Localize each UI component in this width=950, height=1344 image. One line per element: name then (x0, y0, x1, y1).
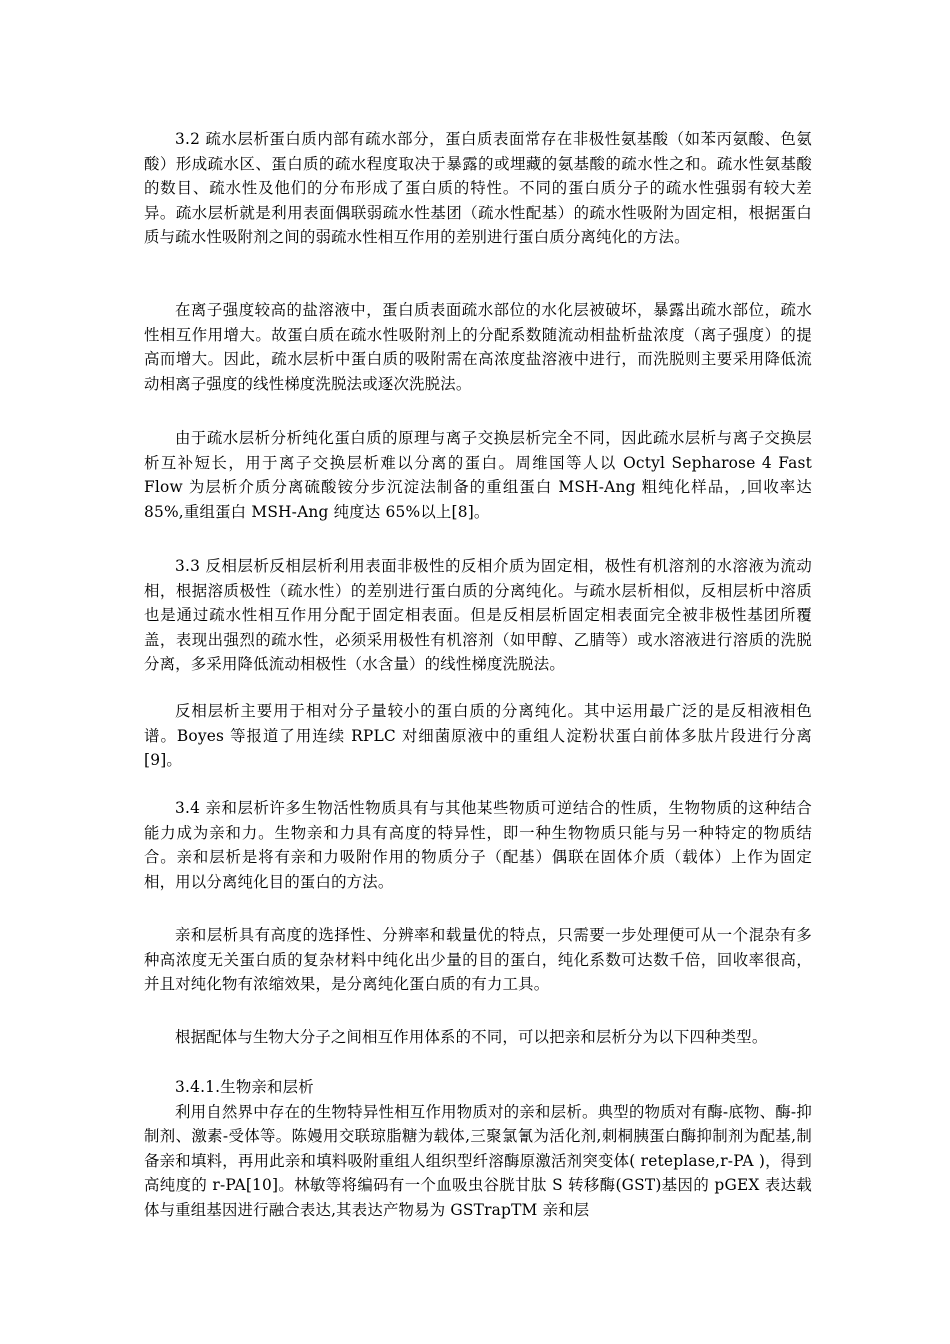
paragraph-affinity-features: 亲和层析具有高度的选择性、分辨率和载量优的特点，只需要一步处理便可从一个混杂有多种高浓度无关蛋白质的复杂材料中纯化出少量的目的蛋白，纯化系数可达数千倍，回收率很高，并且对纯化物有浓缩效果，是分离纯化蛋白质的有力工具。 (144, 926, 812, 994)
paragraph-ionic-strength: 在离子强度较高的盐溶液中，蛋白质表面疏水部位的水化层被破坏，暴露出疏水部位，疏水性相互作用增大。故蛋白质在疏水性吸附剂上的分配系数随流动相盐析盐浓度（离子强度）的提高而增大。因此，疏水层析中蛋白质的吸附需在高浓度盐溶液中进行，而洗脱则主要采用降低流动相离子强度的线性梯度洗脱法或逐次洗脱法。 (144, 301, 812, 393)
section-body: 利用自然界中存在的生物特异性相互作用物质对的亲和层析。典型的物质对有酶-底物、酶-抑制剂、激素-受体等。陈嫚用交联琼脂糖为载体,三聚氯氰为活化剂,刺桐胰蛋白酶抑制剂为配基,制备亲和填料，再用此亲和填料吸附重组人组织型纤溶酶原激活剂突变体( reteplase,r-PA )，得到高纯度的 r-PA[10]。林敏等将编码有一个血吸虫谷胱甘肽 S 转移酶(GST)基因的 pGEX 表达载体与重组基因进行融合表达,其表达产物易为 GSTrapTM 亲和层 (144, 1102, 812, 1219)
paragraph-3-2-hydrophobic: 3.2 疏水层析蛋白质内部有疏水部分，蛋白质表面常存在非极性氨基酸（如苯丙氨酸、色氨酸）形成疏水区、蛋白质的疏水程度取决于暴露的或埋藏的氨基酸的疏水性之和。疏水性氨基酸的数目、疏水性及他们的分布形成了蛋白质的特性。不同的蛋白质分子的疏水性强弱有较大差异。疏水层析就是利用表面偶联弱疏水性基团（疏水性配基）的疏水性吸附为固定相，根据蛋白质与疏水性吸附剂之间的弱疏水性相互作用的差别进行蛋白质分离纯化的方法。 (144, 130, 812, 247)
paragraph-reverse-phase-usage: 反相层析主要用于相对分子量较小的蛋白质的分离纯化。其中运用最广泛的是反相液相色谱。Boyes 等报道了用连续 RPLC 对细菌原液中的重组人淀粉状蛋白前体多肽片段进行分离[9]。 (144, 702, 812, 770)
paragraph-four-types: 根据配体与生物大分子之间相互作用体系的不同，可以把亲和层析分为以下四种类型。 (175, 1028, 768, 1046)
paragraph-3-3-reverse-phase: 3.3 反相层析反相层析利用表面非极性的反相介质为固定相，极性有机溶剂的水溶液为流动相，根据溶质极性（疏水性）的差别进行蛋白质的分离纯化。与疏水层析相似，反相层析中溶质也是通过疏水性相互作用分配于固定相表面。但是反相层析固定相表面完全被非极性基团所覆盖，表现出强烈的疏水性，必须采用极性有机溶剂（如甲醇、乙腈等）或水溶液进行溶质的洗脱分离，多采用降低流动相极性（水含量）的线性梯度洗脱法。 (144, 557, 812, 674)
section-3-4-1 (144, 1075, 812, 1223)
paragraph-3-4-affinity: 3.4 亲和层析许多生物活性物质具有与其他某些物质可逆结合的性质，生物物质的这种结合能力成为亲和力。生物亲和力具有高度的特异性，即一种生物物质只能与另一种特定的物质结合。亲和层析是将有亲和力吸附作用的物质分子（配基）偶联在固体介质（载体）上作为固定相，用以分离纯化目的蛋白的方法。 (144, 799, 812, 891)
section-heading: 3.4.1.生物亲和层析 (175, 1078, 314, 1096)
paragraph-complementary: 由于疏水层析分析纯化蛋白质的原理与离子交换层析完全不同，因此疏水层析与离子交换层析互补短长，用于离子交换层析难以分离的蛋白。周维国等人以 Octyl Sepharose 4 Fast Flow 为层析介质分离硫酸铵分步沉淀法制备的重组蛋白 MSH-Ang 粗纯化样品，,回收率达 85%,重组蛋白 MSH-Ang 纯度达 65%以上[8]。 (144, 429, 812, 521)
